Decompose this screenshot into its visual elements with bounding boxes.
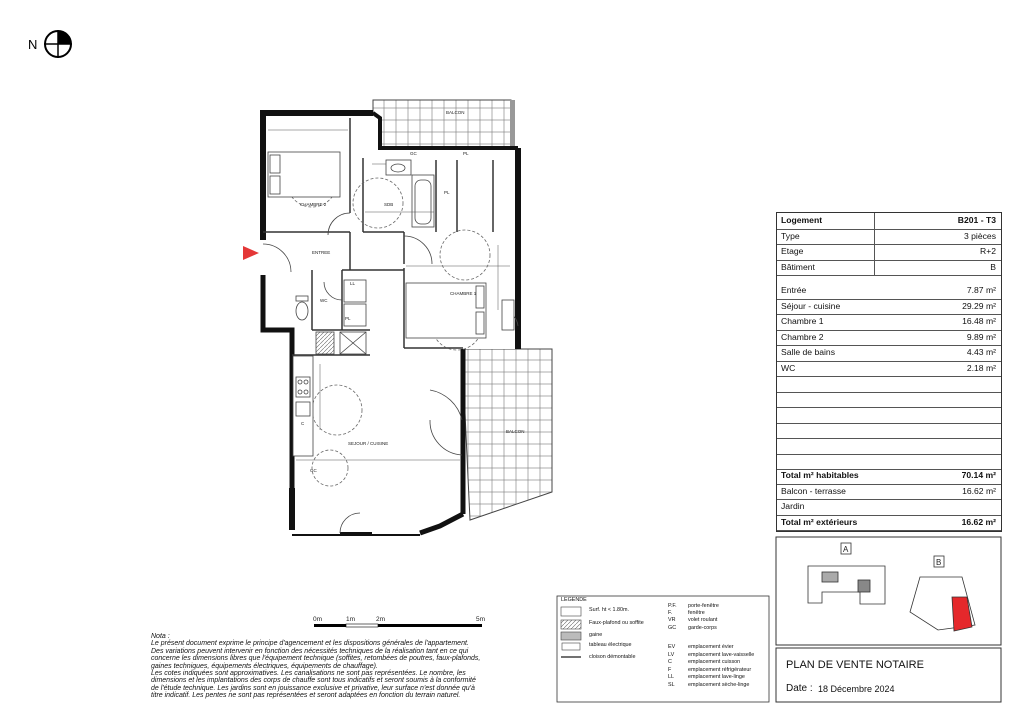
legend-abbr-text: garde-corps (688, 624, 717, 631)
info-row-value: 4.43 m² (966, 347, 996, 357)
legend-abbr-code: SL (668, 682, 675, 688)
legend-swatch-gaine (561, 632, 581, 640)
title-block-title: PLAN DE VENTE NOTAIRE (786, 659, 924, 671)
room-label-sdb: SDB (384, 202, 394, 207)
mark-gc-1: GC (310, 468, 317, 473)
legend-item: gaine (589, 632, 603, 638)
note-line: dimensions et les implantations des corps de chauffe sont tous indicatifs et seront soumis à la conformité (151, 677, 476, 685)
scale-label-0: 0m (313, 616, 323, 623)
info-row (777, 314, 1001, 331)
legend-abbr-code: LV (668, 651, 675, 658)
note-line: gaines techniques, équipements électriques, équipements de chauffage). (151, 662, 378, 670)
info-row-label: Logement (781, 215, 823, 225)
note-line: titre indicatif. Les pentes ne sont pas représentées et seront adaptées en fonction du terrain naturel. (151, 692, 461, 700)
legend-abbr-text: emplacement lave-linge (688, 674, 745, 681)
scale-label-5: 5m (476, 616, 486, 623)
kitchen (293, 356, 313, 456)
title-block-date-label: Date : (786, 683, 813, 694)
bathtub (412, 175, 434, 227)
legend-swatch-soffite (561, 620, 581, 629)
keyplan-a-label: A (843, 545, 849, 554)
info-row-label: Jardin (781, 501, 805, 511)
info-empty-row (777, 438, 1001, 455)
legend-abbr-code: GC (668, 624, 677, 631)
note-block (151, 633, 551, 700)
mark-c: C (301, 421, 305, 426)
info-row-value: 2.18 m² (966, 362, 996, 373)
note-line: Le présent document exprime le principe d'agencement et les dispositions générales de l'appartement. (151, 640, 469, 648)
info-row-label: Balcon - terrasse (781, 485, 846, 496)
scale-label-1: 1m (346, 616, 356, 623)
legend-abbr-text: volet roulant (688, 617, 718, 624)
compass-letter: N (28, 37, 38, 52)
info-empty-row (777, 423, 1001, 440)
legend-abbr-code: F (668, 666, 672, 673)
info-row-label: Total m² habitables (781, 470, 859, 480)
room-label-wc: WC (320, 298, 328, 303)
info-row-value: 3 pièces (963, 230, 996, 241)
note-line: Les cotes indiquées sont approximatives. Les canalisations ne sont pas représentées. Le nombre, les (151, 670, 466, 678)
room-label-chambre1: CHAMBRE 1 (450, 291, 477, 296)
legend-abbr-text: emplacement évier (688, 644, 734, 650)
info-row-value: 7.87 m² (966, 285, 996, 295)
info-row-label: Salle de bains (781, 347, 835, 357)
legend-swatch-low-ceiling (561, 607, 581, 616)
info-row-value: B201 - T3 (957, 215, 996, 225)
keyplan-b-label: B (936, 558, 942, 567)
info-row-label: Chambre 2 (781, 331, 824, 342)
info-row (777, 260, 1001, 277)
legend-abbr-code: C (668, 659, 672, 666)
room-label-entree: ENTREE (312, 250, 331, 255)
info-empty-row (777, 454, 1001, 471)
note-line: concerne les dimensions libres que l'équipement technique (soffites, retombées de poutres, faux-plafonds, (151, 655, 481, 663)
bed-chambre2 (268, 152, 340, 197)
mark-gc-2: GC (410, 151, 417, 156)
info-row (777, 229, 1001, 246)
legend-abbr-text: emplacement sèche-linge (688, 682, 750, 688)
room-label-chambre2: CHAMBRE 2 (300, 202, 327, 207)
mark-pl-3: PL (463, 151, 469, 156)
legend-abbr-text: emplacement lave-vaisselle (688, 651, 755, 658)
legend-abbr-code: LL (668, 674, 674, 681)
info-row-value: 16.62 m² (961, 516, 996, 527)
legend-item: Faux-plafond ou soffite (589, 620, 644, 626)
legend-abbr-text: emplacement réfrigérateur (688, 666, 752, 673)
scale-label-2: 2m (376, 616, 386, 623)
info-row (777, 361, 1001, 378)
legend-abbr-text: fenêtre (688, 610, 705, 617)
info-row (777, 213, 1001, 230)
info-row-label: Chambre 1 (781, 316, 824, 326)
info-row (777, 299, 1001, 316)
info-row-value: 9.89 m² (966, 331, 996, 342)
mark-ll: LL (350, 281, 356, 286)
info-row-value: B (990, 261, 996, 272)
info-row-label: Séjour - cuisine (781, 300, 841, 311)
legend-abbr-code: F. (668, 610, 673, 617)
legend-abbr-code: P.F. (668, 603, 677, 609)
info-row (777, 468, 1001, 485)
toilet (296, 296, 308, 320)
room-label-balcon-right: BALCON (506, 429, 525, 434)
info-row-value: 16.48 m² (962, 316, 996, 326)
info-row-label: Entrée (781, 285, 807, 295)
legend-item: cloison démontable (589, 654, 636, 660)
room-label-balcon-top: BALCON (446, 110, 465, 115)
info-row-label: Total m² extérieurs (781, 516, 858, 527)
info-empty-row (777, 376, 1001, 393)
legend-abbr-code: EV (668, 644, 676, 650)
info-row-label: WC (781, 362, 796, 373)
info-table (776, 212, 1002, 532)
mark-pl-1: PL (444, 190, 450, 195)
scale-bar (314, 624, 482, 627)
mark-pl-2: PL (345, 316, 351, 321)
info-row (777, 283, 1001, 300)
info-empty-row (777, 407, 1001, 424)
info-row-label: Bâtiment (781, 261, 815, 272)
info-row (777, 484, 1001, 501)
washbasin (386, 160, 411, 175)
legend-abbr-text: porte-fenêtre (688, 603, 719, 609)
info-row (777, 515, 1001, 532)
info-empty-row (777, 392, 1001, 409)
room-label-sejour: SEJOUR / CUISINE (348, 441, 389, 446)
north-arrow-icon (44, 30, 72, 58)
note-line: Des variations peuvent intervenir en fonction des nécessités techniques de la réalisation tant en ce qui (151, 647, 469, 655)
info-row-label: Type (781, 230, 800, 241)
info-row (777, 244, 1001, 261)
info-row-value: R+2 (979, 246, 996, 256)
note-line: de l'étude technique. Les jardins sont en jouissance exclusive et privative, leur surface n'est donnée qu'à (151, 684, 475, 692)
legend-item: tableau électrique (589, 642, 632, 648)
info-row-label: Etage (781, 246, 804, 256)
info-row-value: 70.14 m² (961, 470, 996, 480)
info-row (777, 330, 1001, 347)
info-row (777, 345, 1001, 362)
legend-abbr-code: VR (668, 617, 676, 624)
legend-abbr-text: emplacement cuisson (688, 659, 741, 666)
entry-arrow-icon (243, 246, 259, 260)
note-title: Nota : (151, 633, 170, 640)
info-row-value: 16.62 m² (962, 485, 996, 496)
legend-title: LEGENDE (561, 597, 587, 603)
balcony-right (462, 349, 552, 520)
legend-item: Surf. ht < 1.80m. (589, 607, 630, 613)
title-block-date: 18 Décembre 2024 (818, 684, 895, 694)
legend-swatch-tableau (562, 643, 580, 650)
balcony-top (373, 100, 515, 147)
info-row-value: 29.29 m² (962, 300, 996, 311)
info-row (777, 499, 1001, 516)
